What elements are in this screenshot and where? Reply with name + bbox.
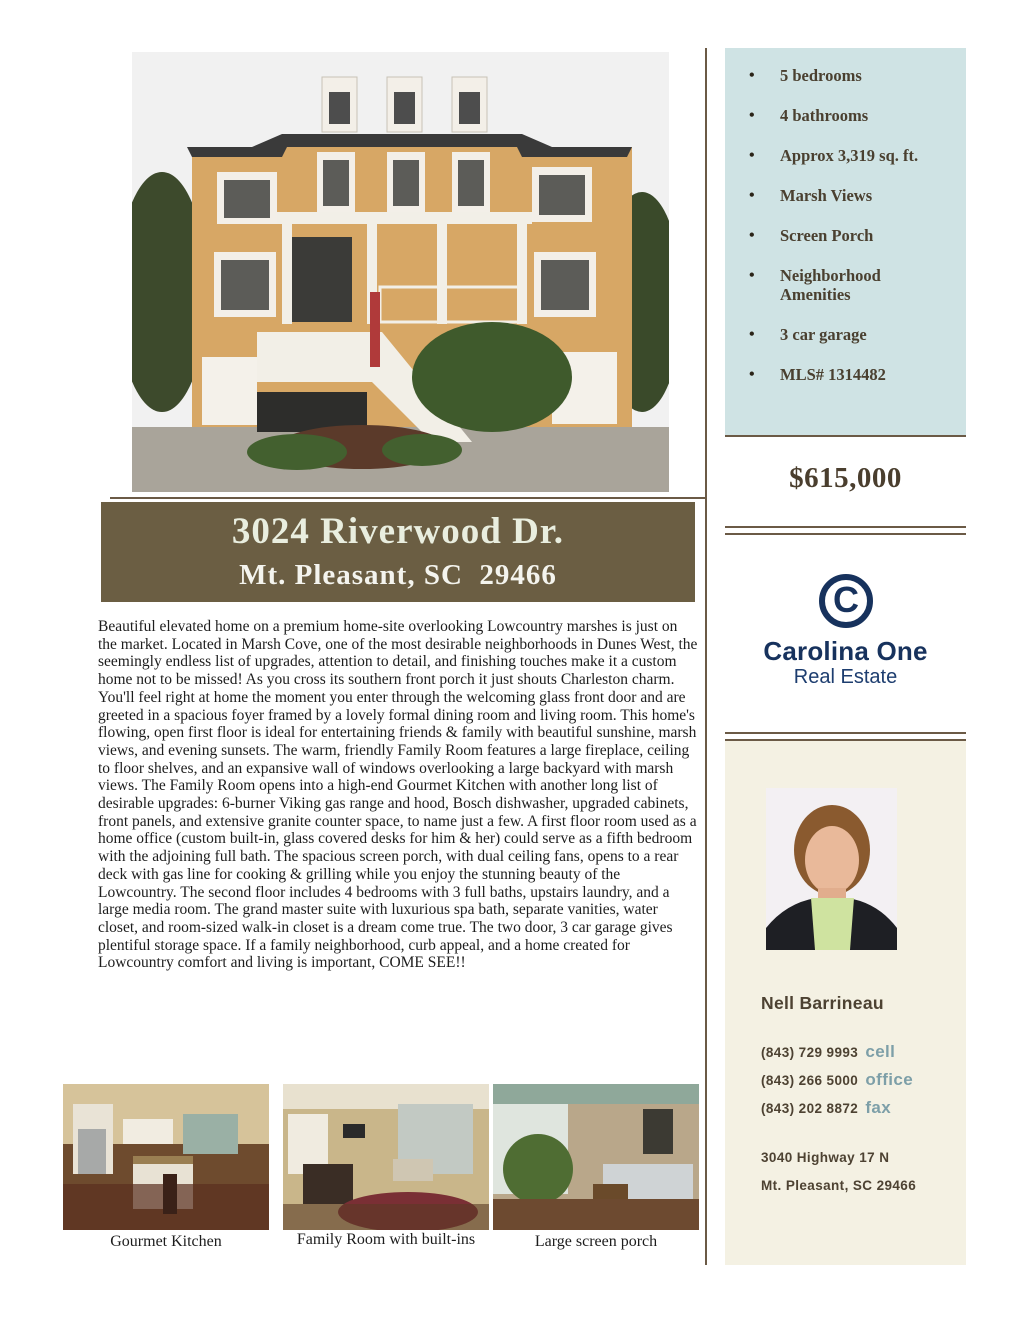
brokerage-logo (725, 536, 966, 732)
feature-item: • Approx 3,319 sq. ft. (749, 146, 966, 165)
phone-number: (843) 202 8872 (761, 1101, 859, 1116)
address-banner (101, 502, 695, 602)
brokerage-name: Carolina One (763, 636, 928, 666)
city-state-zip: Mt. Pleasant, SC 29466 (239, 559, 557, 591)
price-box (725, 437, 966, 527)
logo-top-divider (725, 533, 966, 535)
feature-item: • MLS# 1314482 (749, 365, 966, 384)
screen-porch-caption: Large screen porch (534, 1233, 658, 1250)
agent-photo (766, 788, 897, 950)
feature-item: • Neighborhood Amenities (749, 266, 869, 304)
screen-porch-photo (493, 1084, 699, 1230)
agent-name: Nell Barrineau (761, 993, 884, 1013)
features-panel (725, 48, 966, 435)
family-room-caption: Family Room with built-ins (296, 1231, 476, 1248)
logo-bottom-divider (725, 732, 966, 734)
feature-item: • Screen Porch (749, 226, 966, 245)
house-exterior-photo (132, 52, 669, 492)
feature-item: • 5 bedrooms (749, 66, 966, 85)
office-address-line2: Mt. Pleasant, SC 29466 (761, 1178, 917, 1193)
phone-cell (761, 1042, 895, 1062)
phone-number: (843) 729 9993 (761, 1045, 859, 1060)
hero-divider (110, 497, 705, 499)
listing-price: $615,000 (789, 462, 902, 494)
feature-item: • Marsh Views (749, 186, 966, 205)
phone-kind: cell (865, 1042, 896, 1061)
price-divider (725, 526, 966, 528)
phone-number: (843) 266 5000 (761, 1073, 859, 1088)
family-room-photo (283, 1084, 489, 1230)
phone-fax (761, 1098, 891, 1118)
kitchen-photo (63, 1084, 269, 1230)
kitchen-caption: Gourmet Kitchen (110, 1233, 222, 1250)
listing-description: Beautiful elevated home on a premium home-site overlooking Lowcountry marshes is just on the market. Located in Marsh Cove, one of the most desirable neighborhoods in Dunes West, the seemingly endless list of upgrades, attention to detail, and finishing touches make it a custom home not to be missed! As you cross its southern front porch it just shouts Charleston charm. You'll feel right at home the moment you enter through the welcoming glass front door and are greeted in a spacious foyer framed by a lovely formal dining room and living room. This home's flowing, open first floor is ideal for entertaining friends & family with beautiful sunshine, marsh views, and evening sunsets. The warm, friendly Family Room features a large fireplace, ceiling to floor shelves, and an expansive wall of windows overlooking a large backyard with marsh views. The Family Room opens into a high-end Gourmet Kitchen with another long list of desirable upgrades: 6-burner Viking gas range and hood, Bosch dishwasher, upgraded cabinets, front panels, and extensive granite counter space, to name just a few. A first floor room used as a home office (custom built-in, glass covered desks for him & her) could serve as a fifth bedroom with the adjoining full bath. The spacious screen porch, with dual ceiling fans, opens to a rear deck with gas line for cooking & grilling while you enjoy the stunning beauty of the Lowcountry. The second floor includes 4 bedrooms with 3 full baths, upstairs laundry, and a large media room. The grand master suite with luxurious spa bath, separate vanities, water closet, and room-sized walk-in closet is a dream come true. The two door, 3 car garage gives plentiful storage space. If a family neighborhood, curb appeal, and a home created for Lowcountry comfort and living is important, COME SEE!! (98, 618, 698, 972)
phone-kind: office (865, 1070, 914, 1089)
column-divider (705, 48, 707, 1265)
brokerage-subtitle: Real Estate (793, 666, 898, 688)
phone-kind: fax (865, 1098, 892, 1117)
phone-office (761, 1070, 913, 1090)
feature-item: • 4 bathrooms (749, 106, 966, 125)
copyright-c-icon: C (819, 574, 873, 628)
features-list (725, 48, 966, 384)
feature-item: • 3 car garage (749, 325, 966, 344)
agent-panel (725, 741, 966, 1265)
office-address-line1: 3040 Highway 17 N (761, 1150, 890, 1165)
street-address: 3024 Riverwood Dr. (231, 511, 565, 552)
